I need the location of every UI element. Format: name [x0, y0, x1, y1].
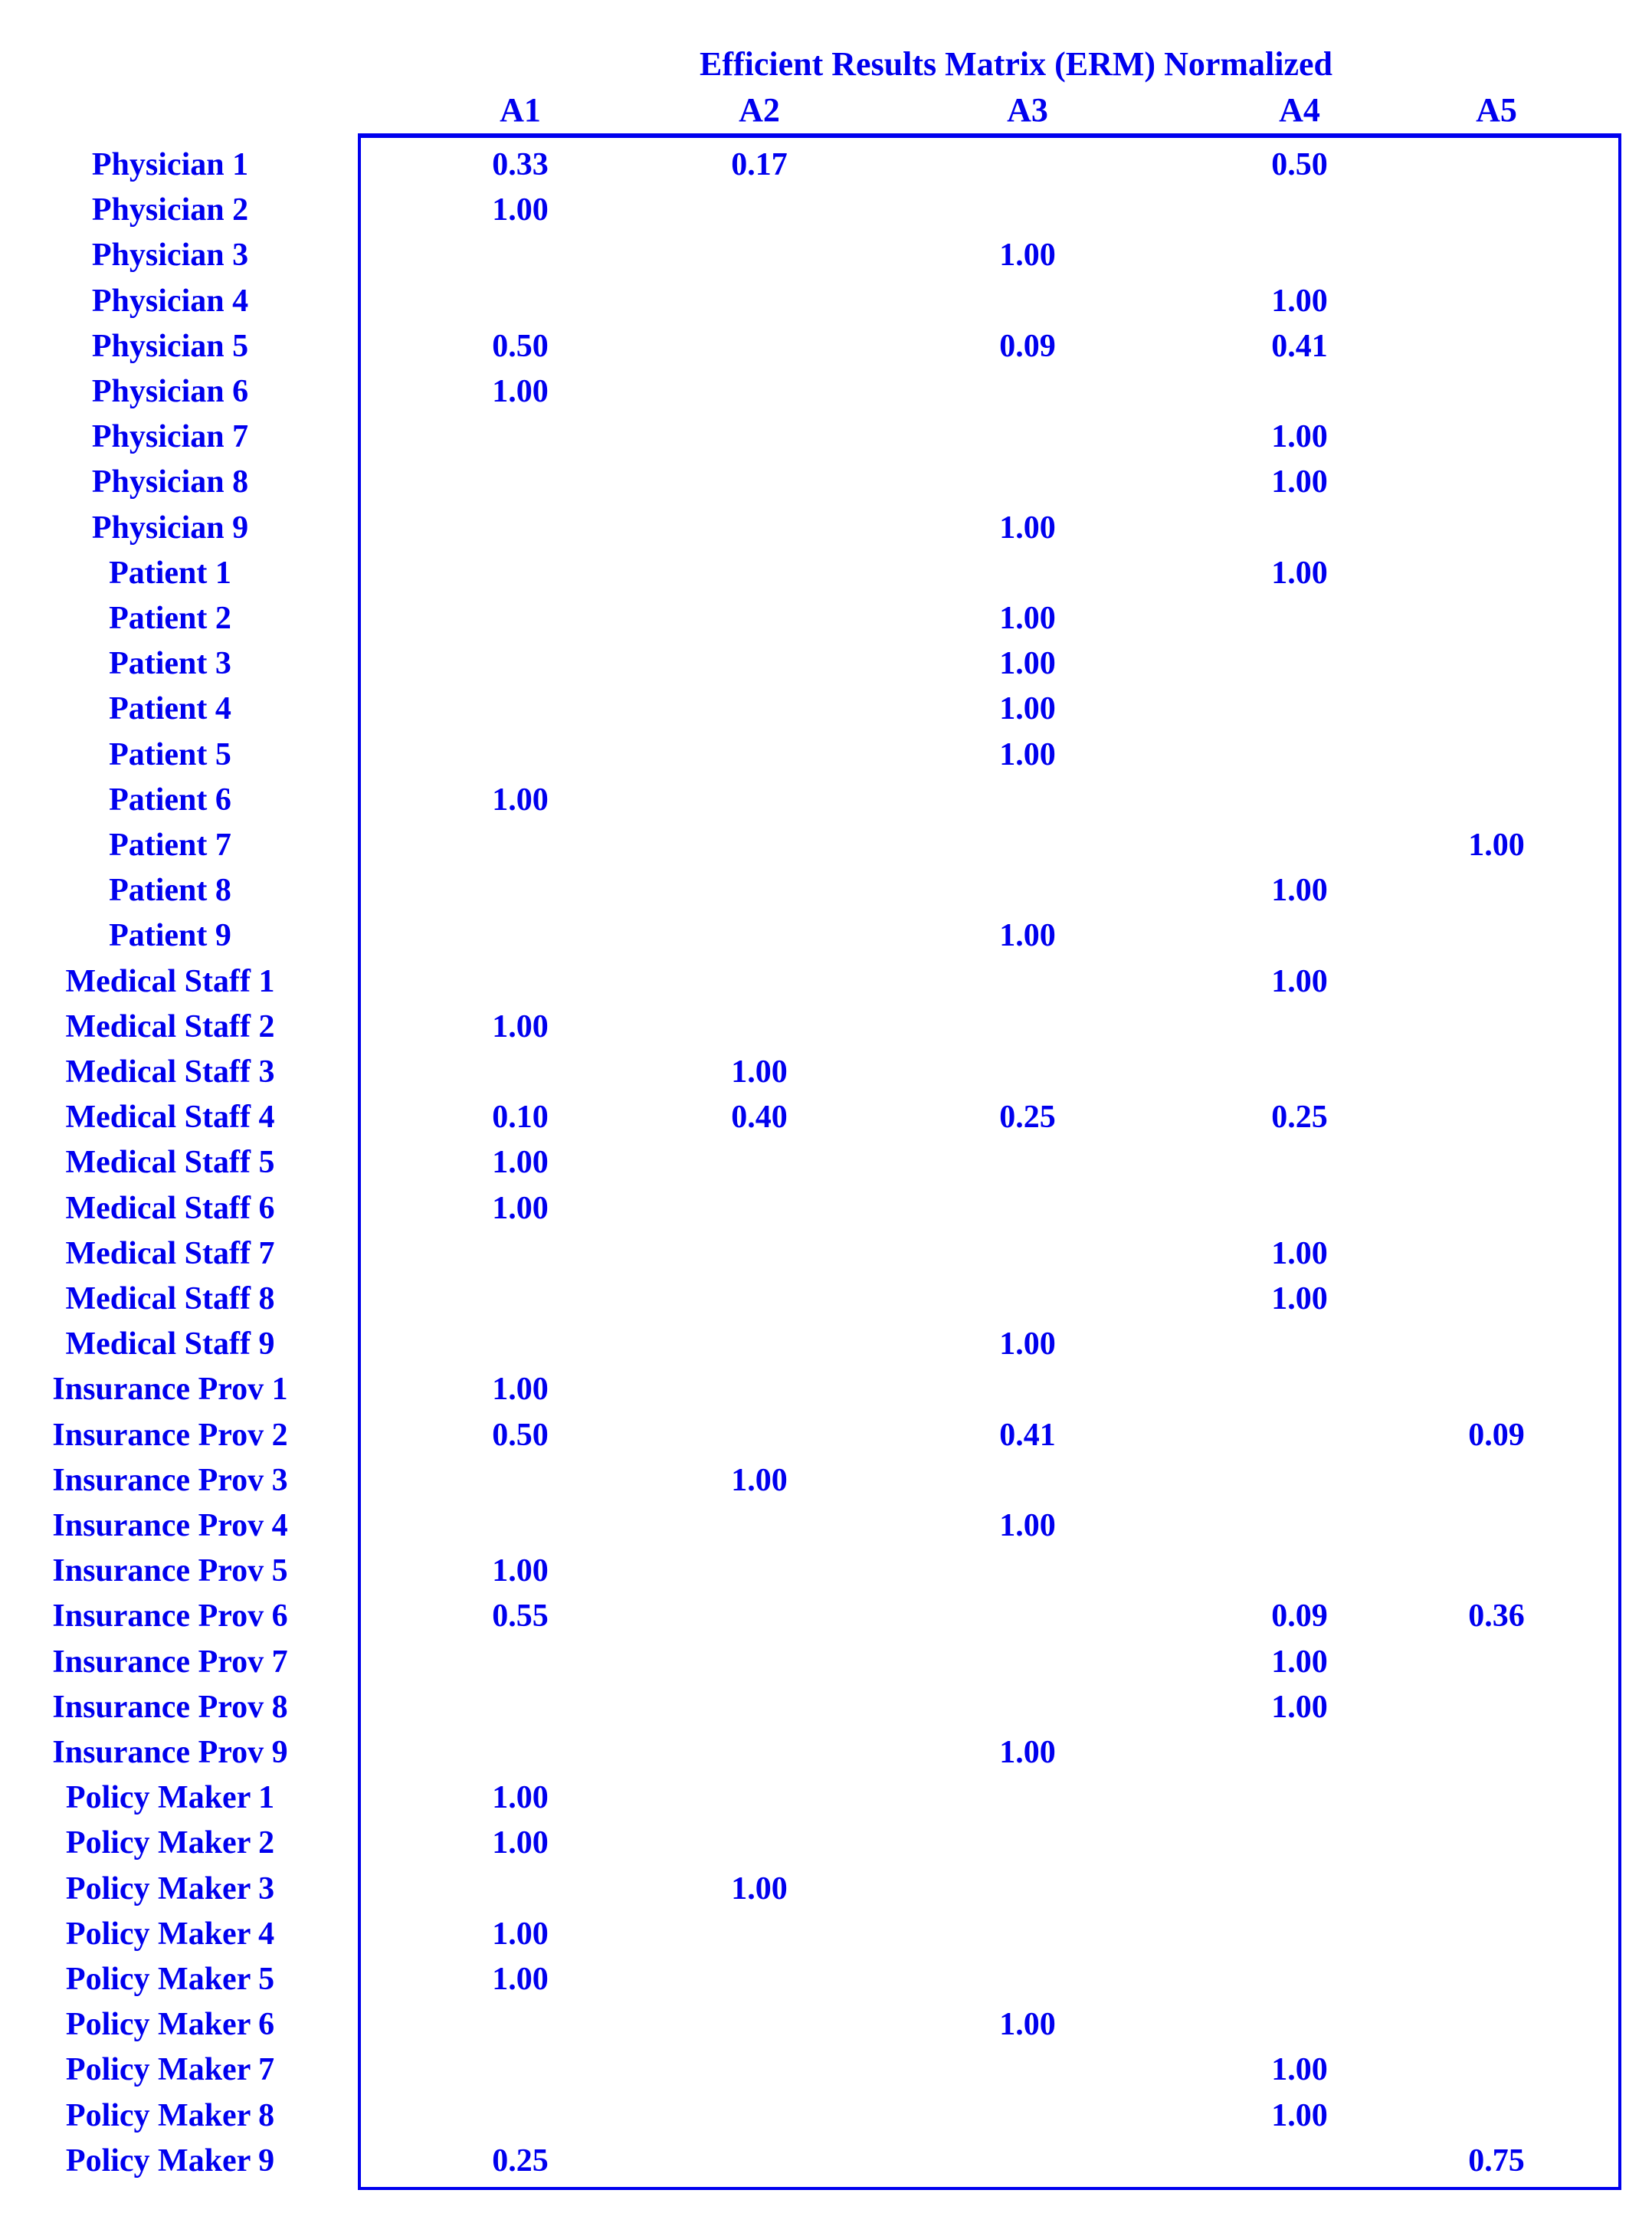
table-row	[0, 959, 1652, 1005]
column-header-a3: A3	[1007, 91, 1048, 129]
row-label: Patient 6	[109, 782, 231, 818]
table-row	[0, 506, 1652, 551]
row-label: Insurance Prov 1	[52, 1372, 288, 1408]
row-label: Physician 6	[91, 374, 249, 409]
table-row	[0, 1186, 1652, 1231]
row-label: Medical Staff 1	[65, 963, 275, 999]
row-label: Physician 2	[91, 192, 249, 228]
table-row	[0, 1640, 1652, 1685]
row-label: Policy Maker 3	[65, 1870, 275, 1906]
cell-a1: 0.50	[492, 1417, 549, 1453]
row-label: Policy Maker 4	[65, 1916, 275, 1952]
table-row	[0, 1413, 1652, 1458]
cell-a4: 1.00	[1271, 2052, 1328, 2088]
title-text: Efficient Results Matrix (ERM) Normalized	[699, 45, 1333, 83]
table-row	[0, 1685, 1652, 1730]
row-label: Policy Maker 9	[65, 2143, 275, 2179]
cell-a4: 1.00	[1271, 419, 1328, 455]
table-row	[0, 2093, 1652, 2139]
column-header-a4: A4	[1279, 91, 1320, 129]
cell-a3: 1.00	[999, 238, 1056, 274]
cell-a1: 0.55	[492, 1598, 549, 1634]
table-row	[0, 1277, 1652, 1322]
cell-a3: 1.00	[999, 646, 1056, 682]
cell-a3: 1.00	[999, 1735, 1056, 1770]
row-label: Patient 5	[109, 736, 231, 772]
table-row	[0, 733, 1652, 778]
table-row	[0, 460, 1652, 505]
row-label: Policy Maker 6	[65, 2007, 275, 2043]
table-row	[0, 1322, 1652, 1367]
table-row	[0, 1503, 1652, 1549]
row-label: Patient 4	[109, 691, 231, 727]
table-row	[0, 1957, 1652, 2002]
row-label: Policy Maker 2	[65, 1825, 275, 1861]
table-row	[0, 1005, 1652, 1050]
cell-a5: 0.09	[1468, 1417, 1525, 1453]
cell-a3: 0.25	[999, 1100, 1056, 1136]
row-label: Physician 1	[91, 147, 249, 182]
row-label: Physician 8	[91, 464, 249, 500]
row-label: Insurance Prov 3	[52, 1462, 288, 1498]
row-label: Policy Maker 1	[65, 1780, 275, 1816]
row-label: Insurance Prov 4	[52, 1508, 288, 1543]
cell-a1: 0.33	[492, 147, 549, 182]
row-label: Medical Staff 8	[65, 1281, 275, 1316]
column-header-a2: A2	[739, 91, 780, 129]
cell-a1: 1.00	[492, 192, 549, 228]
cell-a5: 1.00	[1468, 828, 1525, 863]
cell-a4: 1.00	[1271, 283, 1328, 319]
cell-a4: 0.50	[1271, 147, 1328, 182]
row-label: Physician 5	[91, 328, 249, 364]
row-label: Medical Staff 3	[65, 1054, 275, 1090]
cell-a1: 0.50	[492, 328, 549, 364]
table-row	[0, 1231, 1652, 1277]
table-row	[0, 2002, 1652, 2047]
cell-a1: 1.00	[492, 1372, 549, 1408]
table-row	[0, 1594, 1652, 1639]
row-label: Insurance Prov 5	[52, 1553, 288, 1589]
table-row	[0, 415, 1652, 460]
row-label: Patient 3	[109, 646, 231, 682]
cell-a3: 1.00	[999, 1508, 1056, 1543]
table-row	[0, 687, 1652, 732]
table-row	[0, 1050, 1652, 1095]
row-label: Policy Maker 7	[65, 2052, 275, 2088]
row-label: Insurance Prov 7	[52, 1644, 288, 1680]
cell-a4: 1.00	[1271, 1644, 1328, 1680]
cell-a1: 1.00	[492, 1825, 549, 1861]
table-row	[0, 868, 1652, 913]
cell-a4: 0.25	[1271, 1100, 1328, 1136]
row-label: Insurance Prov 8	[52, 1689, 288, 1725]
table-row	[0, 1730, 1652, 1775]
cell-a1: 1.00	[492, 1145, 549, 1181]
table-row	[0, 2139, 1652, 2184]
table-row	[0, 1775, 1652, 1821]
cell-a3: 1.00	[999, 510, 1056, 546]
row-label: Insurance Prov 2	[52, 1417, 288, 1453]
row-label: Patient 7	[109, 828, 231, 863]
cell-a2: 1.00	[731, 1462, 788, 1498]
row-label: Policy Maker 5	[65, 1962, 275, 1997]
row-label: Physician 7	[91, 419, 249, 455]
table-row	[0, 823, 1652, 868]
row-label: Medical Staff 9	[65, 1326, 275, 1362]
cell-a1: 1.00	[492, 374, 549, 409]
table-row	[0, 1367, 1652, 1412]
cell-a5: 0.36	[1468, 1598, 1525, 1634]
cell-a5: 0.75	[1468, 2143, 1525, 2179]
cell-a3: 1.00	[999, 601, 1056, 636]
cell-a4: 1.00	[1271, 555, 1328, 591]
row-label: Insurance Prov 6	[52, 1598, 288, 1634]
table-row	[0, 2047, 1652, 2093]
cell-a1: 1.00	[492, 1553, 549, 1589]
cell-a2: 1.00	[731, 1870, 788, 1906]
column-header-a5: A5	[1476, 91, 1517, 129]
cell-a4: 1.00	[1271, 2097, 1328, 2133]
cell-a4: 1.00	[1271, 464, 1328, 500]
cell-a1: 1.00	[492, 782, 549, 818]
table-row	[0, 188, 1652, 233]
row-label: Patient 9	[109, 918, 231, 954]
cell-a4: 1.00	[1271, 963, 1328, 999]
row-label: Physician 3	[91, 238, 249, 274]
table-row	[0, 1549, 1652, 1594]
table-row	[0, 1912, 1652, 1957]
cell-a2: 0.40	[731, 1100, 788, 1136]
cell-a1: 1.00	[492, 1780, 549, 1816]
cell-a4: 1.00	[1271, 1235, 1328, 1271]
cell-a2: 1.00	[731, 1054, 788, 1090]
cell-a1: 0.10	[492, 1100, 549, 1136]
table-row	[0, 324, 1652, 369]
table-row	[0, 551, 1652, 596]
row-label: Policy Maker 8	[65, 2097, 275, 2133]
row-label: Physician 9	[91, 510, 249, 546]
row-label: Medical Staff 6	[65, 1190, 275, 1226]
row-label: Medical Staff 5	[65, 1145, 275, 1181]
table-row	[0, 641, 1652, 687]
cell-a1: 1.00	[492, 1916, 549, 1952]
table-row	[0, 369, 1652, 415]
cell-a1: 1.00	[492, 1008, 549, 1044]
cell-a3: 1.00	[999, 1326, 1056, 1362]
table-row	[0, 913, 1652, 959]
cell-a3: 1.00	[999, 736, 1056, 772]
row-label: Medical Staff 4	[65, 1100, 275, 1136]
table-row	[0, 1867, 1652, 1912]
row-label: Physician 4	[91, 283, 249, 319]
table-row	[0, 596, 1652, 641]
cell-a2: 0.17	[731, 147, 788, 182]
table-row	[0, 1140, 1652, 1185]
cell-a4: 1.00	[1271, 873, 1328, 909]
cell-a3: 1.00	[999, 918, 1056, 954]
cell-a1: 1.00	[492, 1190, 549, 1226]
table-row	[0, 279, 1652, 324]
cell-a1: 0.25	[492, 2143, 549, 2179]
table-row	[0, 1821, 1652, 1866]
cell-a3: 0.09	[999, 328, 1056, 364]
row-label: Patient 1	[109, 555, 231, 591]
row-label: Medical Staff 2	[65, 1008, 275, 1044]
table-row	[0, 1458, 1652, 1503]
cell-a4: 1.00	[1271, 1281, 1328, 1316]
table-row	[0, 143, 1652, 188]
cell-a4: 1.00	[1271, 1689, 1328, 1725]
cell-a3: 1.00	[999, 2007, 1056, 2043]
row-label: Patient 2	[109, 601, 231, 636]
row-label: Insurance Prov 9	[52, 1735, 288, 1770]
cell-a1: 1.00	[492, 1962, 549, 1997]
table-row	[0, 778, 1652, 823]
cell-a3: 1.00	[999, 691, 1056, 727]
table-row	[0, 1095, 1652, 1140]
cell-a3: 0.41	[999, 1417, 1056, 1453]
cell-a4: 0.41	[1271, 328, 1328, 364]
row-label: Medical Staff 7	[65, 1235, 275, 1271]
cell-a4: 0.09	[1271, 1598, 1328, 1634]
row-label: Patient 8	[109, 873, 231, 909]
table-row	[0, 233, 1652, 278]
column-header-a1: A1	[500, 91, 541, 129]
